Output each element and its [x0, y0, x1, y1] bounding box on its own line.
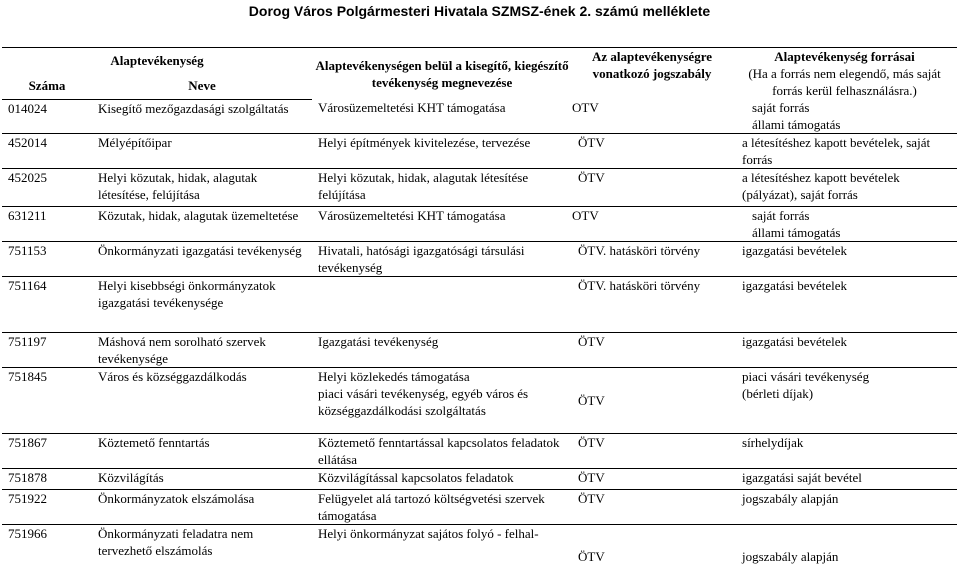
table-row	[2, 333, 957, 368]
row-supplementary: Közvilágítással kapcsolatos feladatok	[312, 469, 572, 490]
table-row	[2, 207, 957, 242]
row-supplementary: Városüzemeltetési KHT támogatása	[318, 100, 506, 115]
row-name: Kisegítő mezőgazdasági szolgáltatás	[98, 100, 289, 116]
row-name: Önkormányzati igazgatási tevékenység	[92, 242, 312, 277]
row-source: a létesítéshez kapott bevételek (pályázat), saját forrás	[732, 169, 957, 207]
row-source: sírhelydíjak	[732, 434, 957, 469]
row-supplementary: Helyi építmények kivitelezése, tervezése	[312, 134, 572, 169]
row-code: 751867	[2, 434, 92, 469]
row-name: Közvilágítás	[92, 469, 312, 490]
row-supplementary: Helyi önkormányzat sajátos folyó - felhal-	[312, 525, 572, 565]
row-code: 452014	[2, 134, 92, 169]
header-group: Alaptevékenység	[2, 48, 312, 74]
row-source: a létesítéshez kapott bevételek, saját forrás	[732, 134, 957, 169]
table-row	[2, 169, 957, 207]
row-supplementary: Hivatali, hatósági igazgatósági társulási tevékenység	[312, 242, 572, 277]
table-row	[2, 134, 957, 169]
row-legislation: ÖTV	[572, 434, 732, 469]
header-forras	[732, 48, 957, 100]
table-row	[2, 277, 957, 333]
row-supplementary: Városüzemeltetési KHT támogatása	[312, 207, 572, 242]
row-code: 631211	[2, 207, 92, 242]
row-legislation: ÖTV	[572, 134, 732, 169]
table-row	[2, 99, 957, 134]
table-row	[2, 242, 957, 277]
row-name: Helyi kisebbségi önkormányzatok igazgatási tevékenysége	[92, 277, 312, 333]
table-body	[2, 99, 957, 565]
row-name: Közutak, hidak, alagutak üzemeltetése	[92, 207, 312, 242]
row-legislation: ÖTV	[572, 490, 732, 525]
header-kisegito: Alaptevékenységen belül a kisegítő, kiegészítő tevékenység megnevezése	[312, 48, 572, 100]
row-code: 751878	[2, 469, 92, 490]
table-row	[2, 469, 957, 490]
row-name: Máshová nem sorolható szervek tevékenysége	[92, 333, 312, 368]
row-code: 751966	[2, 525, 92, 565]
page-title: Dorog Város Polgármesteri Hivatala SZMSZ-ének 2. számú melléklete	[248, 3, 711, 19]
row-source: jogszabály alapján	[732, 525, 957, 565]
row-supplementary: Helyi közutak, hidak, alagutak létesítése felújítása	[312, 169, 572, 207]
row-legislation: OTV	[572, 100, 599, 115]
row-legislation: ÖTV	[572, 525, 732, 565]
row-supplementary: Helyi közlekedés támogatása piaci vásári tevékenység, egyéb város és községgazdálkodási szolgáltatás	[312, 368, 572, 434]
row-supplementary: Köztemető fenntartással kapcsolatos feladatok ellátása	[312, 434, 572, 469]
row-legislation: ÖTV. hatásköri törvény	[572, 242, 732, 277]
header-forras-title: Alaptevékenység forrásai	[774, 49, 915, 64]
activities-table	[2, 47, 957, 565]
row-source: saját forrás állami támogatás	[732, 207, 957, 242]
row-source: saját forrás állami támogatás	[752, 100, 841, 132]
row-supplementary	[312, 277, 572, 333]
row-name: Köztemető fenntartás	[92, 434, 312, 469]
table-row	[2, 525, 957, 565]
row-legislation: ÖTV	[572, 368, 732, 434]
row-name: Helyi közutak, hidak, alagutak létesítése, felújítása	[92, 169, 312, 207]
row-code: 751153	[2, 242, 92, 277]
row-source: jogszabály alapján	[732, 490, 957, 525]
row-code: 452025	[2, 169, 92, 207]
table-row	[2, 490, 957, 525]
row-code: 751922	[2, 490, 92, 525]
row-supplementary: Igazgatási tevékenység	[312, 333, 572, 368]
row-source: piaci vásári tevékenység (bérleti díjak)	[732, 368, 957, 434]
row-source: igazgatási bevételek	[732, 242, 957, 277]
row-supplementary: Felügyelet alá tartozó költségvetési szervek támogatása	[312, 490, 572, 525]
header-forras-note: (Ha a forrás nem elegendő, más saját forrás kerül felhasználásra.)	[748, 66, 941, 98]
header-szama: Száma	[2, 73, 92, 99]
row-legislation: ÖTV	[572, 333, 732, 368]
row-name: Város és községgazdálkodás	[92, 368, 312, 434]
row-name: Önkormányzati feladatra nem tervezhető elszámolás	[92, 525, 312, 565]
header-neve: Neve	[92, 73, 312, 99]
row-name: Önkormányzatok elszámolása	[92, 490, 312, 525]
header-row-top	[2, 48, 957, 74]
table-row	[2, 434, 957, 469]
row-code: 751845	[2, 368, 92, 434]
row-legislation: ÖTV. hatásköri törvény	[572, 277, 732, 333]
row-legislation: OTV	[572, 207, 732, 242]
row-source: igazgatási saját bevétel	[732, 469, 957, 490]
row-code: 014024	[8, 100, 47, 116]
row-source: igazgatási bevételek	[732, 333, 957, 368]
table-row	[2, 368, 957, 434]
row-code: 751197	[2, 333, 92, 368]
row-source: igazgatási bevételek	[732, 277, 957, 333]
row-code: 751164	[2, 277, 92, 333]
header-jogszabaly: Az alaptevékenységre vonatkozó jogszabály	[572, 48, 732, 100]
row-legislation: ÖTV	[572, 469, 732, 490]
row-legislation: ÖTV	[572, 169, 732, 207]
row-name: Mélyépítőipar	[92, 134, 312, 169]
